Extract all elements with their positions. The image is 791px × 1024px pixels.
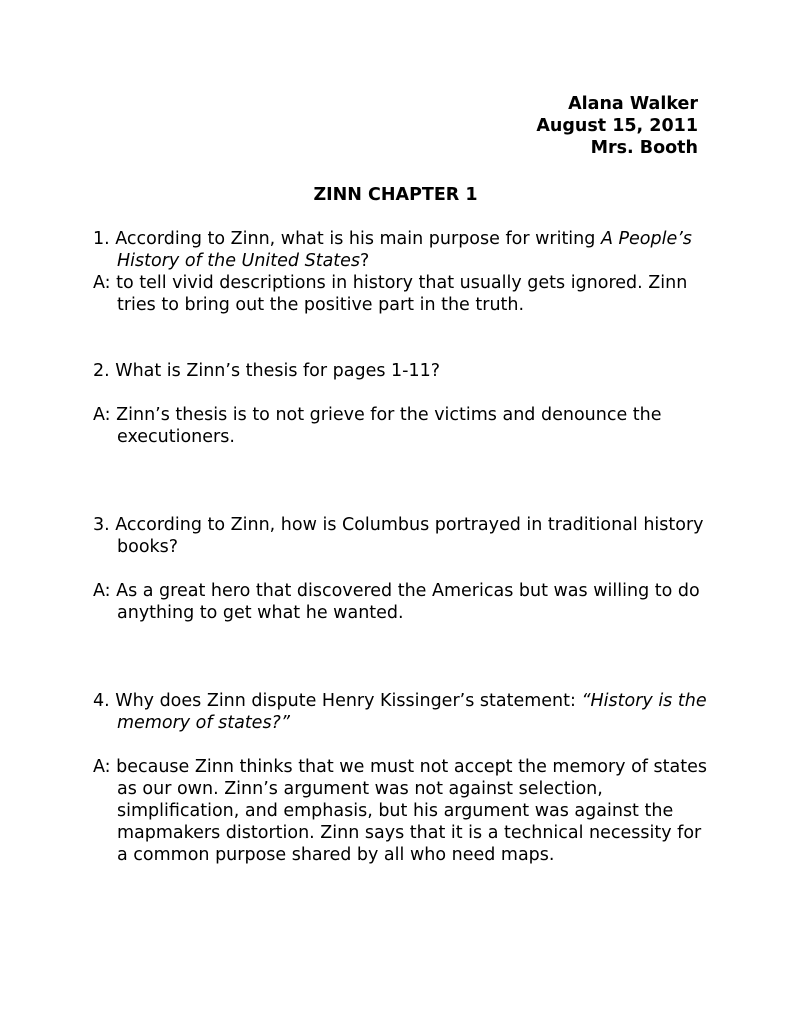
answer-3: A: As a great hero that discovered the Americas but was willing to do anything to get what he wanted. (93, 581, 700, 623)
question-3: 3. According to Zinn, how is Columbus portrayed in traditional history books? (93, 515, 704, 557)
question-1-suffix: ? (360, 251, 370, 271)
question-4-prefix: 4. Why does Zinn dispute Henry Kissinger’s statement: (93, 691, 582, 711)
question-3-block (93, 514, 713, 624)
document-header (536, 93, 698, 159)
answer-1: A: to tell vivid descriptions in history that usually gets ignored. Zinn tries to bring out the positive part in the truth. (93, 273, 688, 315)
document-title: ZINN CHAPTER 1 (313, 185, 478, 205)
answer-2: A: Zinn’s thesis is to not grieve for the victims and denounce the executioners. (93, 405, 662, 447)
student-name: Alana Walker (568, 94, 698, 114)
question-2-block (93, 360, 713, 448)
question-1-prefix: 1. According to Zinn, what is his main purpose for writing (93, 229, 601, 249)
teacher-name: Mrs. Booth (590, 138, 698, 158)
question-4-block (93, 690, 713, 866)
question-1-block (93, 228, 713, 316)
kissinger-quote: “History is the memory of states?” (117, 691, 707, 733)
question-4 (93, 690, 713, 734)
answer-4: A: because Zinn thinks that we must not accept the memory of states as our own. Zinn’s argument was not against selection, simplification, and emphasis, but his argument was against the mapmakers distortion. Zinn says that it is a technical necessity for a common purpose shared by all who need maps. (93, 757, 707, 865)
question-2: 2. What is Zinn’s thesis for pages 1-11? (93, 361, 441, 381)
question-1 (93, 228, 713, 272)
book-title: A People’s History of the United States (117, 229, 692, 271)
document-date: August 15, 2011 (536, 116, 698, 136)
